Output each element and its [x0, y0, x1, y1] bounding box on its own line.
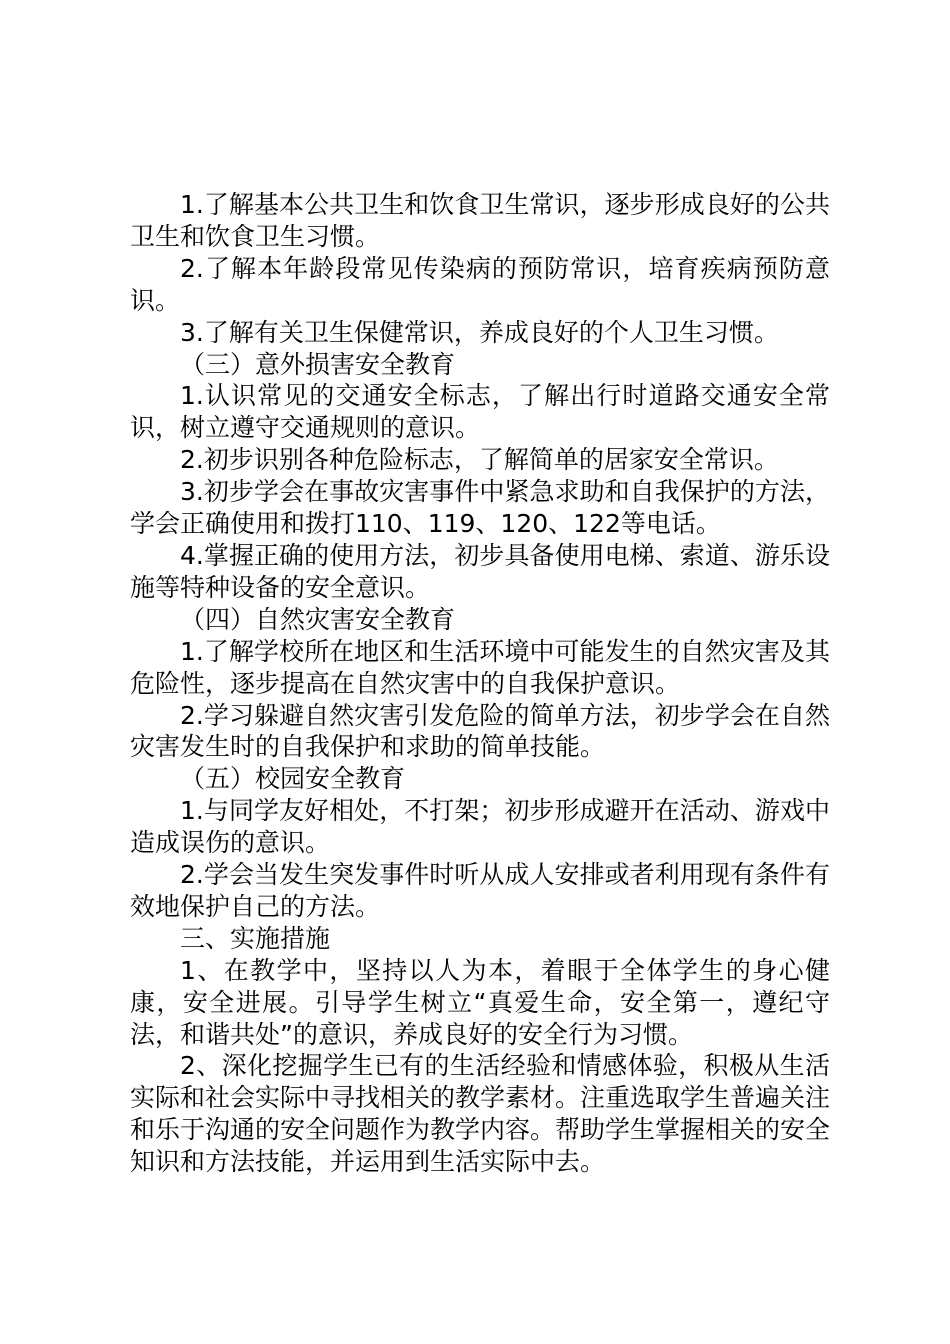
paragraph-traffic-signs: 1.认识常见的交通安全标志，了解出行时道路交通安全常识，树立遵守交通规则的意识。	[130, 381, 830, 443]
paragraph-disaster-skills: 2.学习躲避自然灾害引发危险的简单方法，初步学会在自然灾害发生时的自我保护和求助的简单技能。	[130, 700, 830, 762]
paragraph-emergency-calls: 3.初步学会在事故灾害事件中紧急求助和自我保护的方法，学会正确使用和拨打110、119、120、122等电话。	[130, 477, 830, 539]
paragraph-disease-prevention: 2.了解本年龄段常见传染病的预防常识，培育疾病预防意识。	[130, 253, 830, 315]
paragraph-teaching-materials: 2、深化挖掘学生已有的生活经验和情感体验，积极从生活实际和社会实际中寻找相关的教学素材。注重选取学生普遍关注和乐于沟通的安全问题作为教学内容。帮助学生掌握相关的安全知识和方法技能，并运用到生活实际中去。	[130, 1051, 831, 1177]
section-heading-natural-disaster: （四）自然灾害安全教育	[180, 604, 456, 634]
paragraph-public-hygiene: 1.了解基本公共卫生和饮食卫生常识，逐步形成良好的公共卫生和饮食卫生习惯。	[130, 190, 830, 251]
section-heading-implementation: 三、实施措施	[180, 923, 331, 953]
paragraph-special-equipment: 4.掌握正确的使用方法，初步具备使用电梯、索道、游乐设施等特种设备的安全意识。	[130, 540, 830, 602]
paragraph-classmates: 1.与同学友好相处，不打架；初步形成避开在活动、游戏中造成误伤的意识。	[130, 796, 830, 858]
document-page	[130, 189, 830, 1178]
paragraph-danger-signs: 2.初步识别各种危险标志，了解简单的居家安全常识。	[180, 445, 779, 475]
section-heading-campus-safety: （五）校园安全教育	[180, 764, 406, 794]
paragraph-personal-hygiene: 3.了解有关卫生保健常识，养成良好的个人卫生习惯。	[180, 317, 779, 347]
paragraph-teaching-principle: 1、在教学中，坚持以人为本，着眼于全体学生的身心健康，安全进展。引导学生树立“真爱生命，安全第一，遵纪守法，和谐共处”的意识，养成良好的安全行为习惯。	[130, 955, 830, 1049]
section-heading-accident-safety: （三）意外损害安全教育	[180, 349, 456, 379]
paragraph-disaster-awareness: 1.了解学校所在地区和生活环境中可能发生的自然灾害及其危险性，逐步提高在自然灾害中的自我保护意识。	[130, 636, 830, 698]
paragraph-emergency-response: 2.学会当发生突发事件时听从成人安排或者利用现有条件有效地保护自己的方法。	[130, 860, 830, 921]
